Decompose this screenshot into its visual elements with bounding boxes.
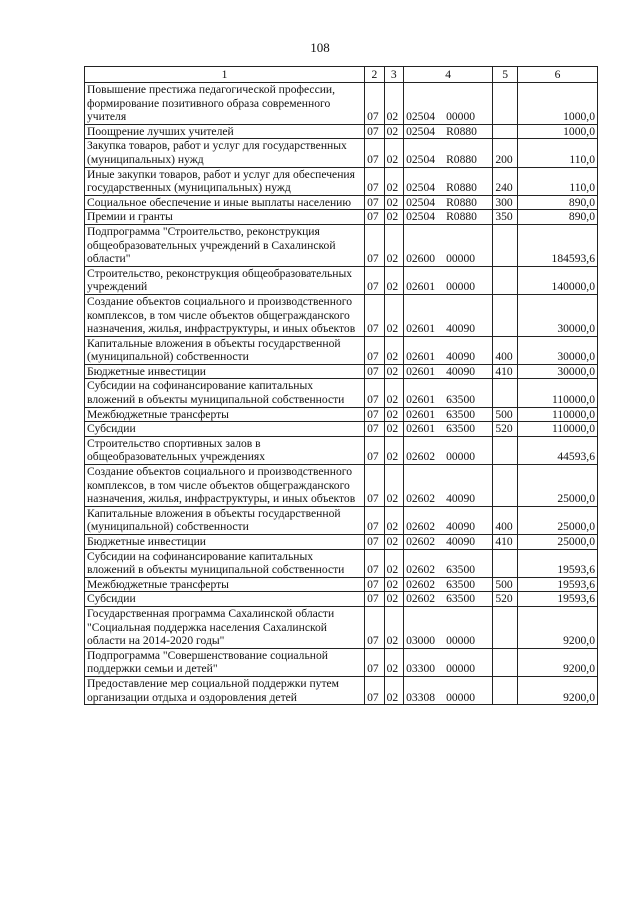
row-target-article: [404, 465, 493, 507]
header-col-4: 4: [404, 67, 493, 83]
row-target-article: [404, 83, 493, 125]
row-name: Иные закупки товаров, работ и услуг для обеспечения государственных (муниципальных) нужд: [85, 167, 365, 195]
target-article-program-code: 03000: [406, 634, 436, 648]
row-section-code: 07: [365, 422, 384, 437]
row-section-code: 07: [365, 139, 384, 167]
row-amount: 30000,0: [517, 336, 597, 364]
row-section-code: 07: [365, 336, 384, 364]
row-name: Субсидии: [85, 422, 365, 437]
row-name: Субсидии: [85, 592, 365, 607]
row-subsection-code: 02: [384, 124, 403, 139]
table-row: [85, 167, 598, 195]
row-amount: 1000,0: [517, 124, 597, 139]
row-expense-type: [493, 83, 518, 125]
target-article-direction-code: 63500: [446, 422, 476, 436]
row-section-code: 07: [365, 364, 384, 379]
table-row: [85, 224, 598, 266]
target-article-direction-code: R0880: [446, 181, 477, 195]
target-article-direction-code: R0880: [446, 152, 477, 166]
row-subsection-code: 02: [384, 407, 403, 422]
row-target-article: [404, 195, 493, 210]
row-section-code: 07: [365, 195, 384, 210]
table-row: [85, 266, 598, 294]
row-subsection-code: 02: [384, 294, 403, 336]
row-expense-type: [493, 676, 518, 704]
row-subsection-code: 02: [384, 139, 403, 167]
table-row: [85, 549, 598, 577]
row-target-article: [404, 336, 493, 364]
table-row: [85, 436, 598, 464]
row-amount: 184593,6: [517, 224, 597, 266]
target-article-direction-code: 40090: [446, 350, 476, 364]
row-target-article: [404, 139, 493, 167]
target-article-direction-code: 40090: [446, 322, 476, 336]
target-article-program-code: 02602: [406, 520, 436, 534]
row-amount: 25000,0: [517, 506, 597, 534]
row-name: Капитальные вложения в объекты государственной (муниципальной) собственности: [85, 336, 365, 364]
target-article-program-code: 02602: [406, 535, 436, 548]
target-article-program-code: 02601: [406, 407, 436, 421]
row-section-code: 07: [365, 379, 384, 407]
row-name: Строительство, реконструкция общеобразовательных учреждений: [85, 266, 365, 294]
table-row: [85, 592, 598, 607]
row-expense-type: [493, 549, 518, 577]
row-section-code: 07: [365, 83, 384, 125]
row-amount: 19593,6: [517, 577, 597, 592]
row-name: Поощрение лучших учителей: [85, 124, 365, 139]
target-article-program-code: 02602: [406, 563, 436, 577]
row-name: Бюджетные инвестиции: [85, 535, 365, 550]
table-row: [85, 422, 598, 437]
table-row: [85, 407, 598, 422]
target-article-direction-code: 00000: [446, 450, 476, 464]
row-target-article: [404, 210, 493, 225]
row-amount: 110,0: [517, 167, 597, 195]
target-article-program-code: 02504: [406, 124, 436, 138]
table-row: [85, 379, 598, 407]
row-section-code: 07: [365, 436, 384, 464]
row-subsection-code: 02: [384, 336, 403, 364]
row-amount: 30000,0: [517, 364, 597, 379]
row-name: Субсидии на софинансирование капитальных вложений в объекты муниципальной собственности: [85, 549, 365, 577]
row-name: Предоставление мер социальной поддержки путем организации отдыха и оздоровления детей: [85, 676, 365, 704]
target-article-program-code: 02601: [406, 422, 436, 436]
row-expense-type: 400: [493, 336, 518, 364]
row-name: Создание объектов социального и производственного комплексов, в том числе объектов общегражданского назначения, жилья, инфраструктуры, и иных объектов: [85, 294, 365, 336]
row-amount: 9200,0: [517, 676, 597, 704]
row-amount: 19593,6: [517, 549, 597, 577]
row-target-article: [404, 549, 493, 577]
row-amount: 890,0: [517, 210, 597, 225]
row-subsection-code: 02: [384, 224, 403, 266]
table-body: [85, 83, 598, 705]
row-section-code: 07: [365, 465, 384, 507]
row-subsection-code: 02: [384, 606, 403, 648]
target-article-direction-code: 00000: [446, 634, 476, 648]
target-article-program-code: 02601: [406, 350, 436, 364]
table-row: [85, 648, 598, 676]
target-article-program-code: 02601: [406, 322, 436, 336]
row-subsection-code: 02: [384, 266, 403, 294]
row-name: Создание объектов социального и производственного комплексов, в том числе объектов общегражданского назначения, жилья, инфраструктуры, и иных объектов: [85, 465, 365, 507]
row-target-article: [404, 407, 493, 422]
row-subsection-code: 02: [384, 648, 403, 676]
row-target-article: [404, 648, 493, 676]
row-name: Социальное обеспечение и иные выплаты населению: [85, 195, 365, 210]
row-expense-type: 400: [493, 506, 518, 534]
header-col-1: 1: [85, 67, 365, 83]
row-subsection-code: 02: [384, 364, 403, 379]
row-section-code: 07: [365, 577, 384, 592]
header-row: [85, 67, 598, 83]
row-name: Бюджетные инвестиции: [85, 364, 365, 379]
row-subsection-code: 02: [384, 379, 403, 407]
row-target-article: [404, 506, 493, 534]
table-row: [85, 294, 598, 336]
row-subsection-code: 02: [384, 592, 403, 607]
row-target-article: [404, 379, 493, 407]
header-col-5: 5: [493, 67, 518, 83]
table-row: [85, 139, 598, 167]
row-amount: 19593,6: [517, 592, 597, 607]
row-target-article: [404, 224, 493, 266]
row-expense-type: 500: [493, 407, 518, 422]
row-subsection-code: 02: [384, 549, 403, 577]
target-article-program-code: 02601: [406, 280, 436, 294]
target-article-program-code: 02602: [406, 450, 436, 464]
table-row: [85, 210, 598, 225]
row-amount: 140000,0: [517, 266, 597, 294]
row-expense-type: 240: [493, 167, 518, 195]
row-name: Подпрограмма "Строительство, реконструкция общеобразовательных учреждений в Сахалинской области": [85, 224, 365, 266]
table-row: [85, 676, 598, 704]
row-expense-type: 410: [493, 364, 518, 379]
row-name: Подпрограмма "Совершенствование социальной поддержки семьи и детей": [85, 648, 365, 676]
row-target-article: [404, 124, 493, 139]
target-article-program-code: 02602: [406, 577, 436, 591]
row-amount: 25000,0: [517, 465, 597, 507]
row-expense-type: 300: [493, 195, 518, 210]
row-name: Строительство спортивных залов в общеобразовательных учреждениях: [85, 436, 365, 464]
row-section-code: 07: [365, 210, 384, 225]
row-section-code: 07: [365, 676, 384, 704]
target-article-direction-code: 40090: [446, 492, 476, 506]
row-amount: 110000,0: [517, 422, 597, 437]
row-subsection-code: 02: [384, 465, 403, 507]
row-amount: 110,0: [517, 139, 597, 167]
row-amount: 30000,0: [517, 294, 597, 336]
row-section-code: 07: [365, 167, 384, 195]
row-subsection-code: 02: [384, 167, 403, 195]
row-subsection-code: 02: [384, 210, 403, 225]
row-expense-type: [493, 436, 518, 464]
row-section-code: 07: [365, 535, 384, 550]
row-subsection-code: 02: [384, 83, 403, 125]
table-row: [85, 83, 598, 125]
target-article-direction-code: 63500: [446, 577, 476, 591]
target-article-direction-code: 40090: [446, 535, 476, 548]
row-amount: 110000,0: [517, 407, 597, 422]
target-article-direction-code: 63500: [446, 407, 476, 421]
row-name: Межбюджетные трансферты: [85, 407, 365, 422]
header-col-2: 2: [365, 67, 384, 83]
target-article-program-code: 02504: [406, 195, 436, 209]
row-expense-type: 520: [493, 592, 518, 607]
row-section-code: 07: [365, 592, 384, 607]
row-expense-type: [493, 648, 518, 676]
table-row: [85, 577, 598, 592]
row-name: Межбюджетные трансферты: [85, 577, 365, 592]
target-article-program-code: 02602: [406, 492, 436, 506]
row-subsection-code: 02: [384, 577, 403, 592]
row-section-code: 07: [365, 648, 384, 676]
row-section-code: 07: [365, 294, 384, 336]
row-target-article: [404, 167, 493, 195]
target-article-direction-code: 40090: [446, 520, 476, 534]
row-amount: 9200,0: [517, 648, 597, 676]
table-row: [85, 506, 598, 534]
row-target-article: [404, 436, 493, 464]
target-article-direction-code: 00000: [446, 662, 476, 676]
row-section-code: 07: [365, 506, 384, 534]
row-section-code: 07: [365, 224, 384, 266]
row-name: Повышение престижа педагогической профессии, формирование позитивного образа современного учителя: [85, 83, 365, 125]
page-number: 108: [310, 40, 330, 55]
row-expense-type: 200: [493, 139, 518, 167]
target-article-program-code: 02504: [406, 210, 436, 224]
row-amount: 9200,0: [517, 606, 597, 648]
target-article-direction-code: 00000: [446, 252, 476, 266]
row-expense-type: 410: [493, 535, 518, 550]
row-expense-type: 350: [493, 210, 518, 225]
row-subsection-code: 02: [384, 436, 403, 464]
row-name: Премии и гранты: [85, 210, 365, 225]
table-row: [85, 336, 598, 364]
target-article-direction-code: 63500: [446, 563, 476, 577]
row-name: Закупка товаров, работ и услуг для государственных (муниципальных) нужд: [85, 139, 365, 167]
target-article-program-code: 02504: [406, 181, 436, 195]
target-article-direction-code: 63500: [446, 393, 476, 407]
row-subsection-code: 02: [384, 506, 403, 534]
row-section-code: 07: [365, 266, 384, 294]
row-expense-type: [493, 224, 518, 266]
row-target-article: [404, 592, 493, 607]
row-target-article: [404, 294, 493, 336]
row-section-code: 07: [365, 606, 384, 648]
row-target-article: [404, 676, 493, 704]
table-row: [85, 465, 598, 507]
row-target-article: [404, 535, 493, 550]
row-amount: 1000,0: [517, 83, 597, 125]
target-article-direction-code: R0880: [446, 124, 477, 138]
target-article-direction-code: 00000: [446, 110, 476, 124]
row-target-article: [404, 577, 493, 592]
row-section-code: 07: [365, 549, 384, 577]
target-article-program-code: 02504: [406, 110, 436, 124]
table-row: [85, 606, 598, 648]
row-expense-type: [493, 606, 518, 648]
target-article-direction-code: 00000: [446, 690, 476, 704]
row-expense-type: [493, 124, 518, 139]
row-name: Субсидии на софинансирование капитальных вложений в объекты муниципальной собственности: [85, 379, 365, 407]
header-col-3: 3: [384, 67, 403, 83]
row-name: Капитальные вложения в объекты государственной (муниципальной) собственности: [85, 506, 365, 534]
row-amount: 890,0: [517, 195, 597, 210]
table-row: [85, 364, 598, 379]
target-article-direction-code: 63500: [446, 592, 476, 606]
table-row: [85, 195, 598, 210]
row-expense-type: 500: [493, 577, 518, 592]
target-article-direction-code: 40090: [446, 364, 476, 378]
row-name: Государственная программа Сахалинской области "Социальная поддержка населения Сахалинской области на 2014-2020 годы": [85, 606, 365, 648]
header-col-6: 6: [517, 67, 597, 83]
row-amount: 110000,0: [517, 379, 597, 407]
row-target-article: [404, 364, 493, 379]
row-subsection-code: 02: [384, 195, 403, 210]
row-target-article: [404, 266, 493, 294]
target-article-direction-code: 00000: [446, 280, 476, 294]
row-subsection-code: 02: [384, 676, 403, 704]
target-article-program-code: 02602: [406, 592, 436, 606]
row-amount: 44593,6: [517, 436, 597, 464]
row-expense-type: [493, 294, 518, 336]
budget-table: [84, 66, 598, 705]
target-article-program-code: 02504: [406, 152, 436, 166]
target-article-program-code: 02601: [406, 393, 436, 407]
target-article-program-code: 03300: [406, 662, 436, 676]
target-article-program-code: 02601: [406, 364, 436, 378]
row-subsection-code: 02: [384, 422, 403, 437]
row-section-code: 07: [365, 124, 384, 139]
target-article-direction-code: R0880: [446, 195, 477, 209]
row-expense-type: [493, 465, 518, 507]
row-amount: 25000,0: [517, 535, 597, 550]
row-section-code: 07: [365, 407, 384, 422]
row-expense-type: [493, 379, 518, 407]
row-target-article: [404, 606, 493, 648]
row-expense-type: 520: [493, 422, 518, 437]
table-row: [85, 124, 598, 139]
target-article-program-code: 02600: [406, 252, 436, 266]
row-expense-type: [493, 266, 518, 294]
row-subsection-code: 02: [384, 535, 403, 550]
row-target-article: [404, 422, 493, 437]
target-article-program-code: 03308: [406, 690, 436, 704]
table-row: [85, 535, 598, 550]
target-article-direction-code: R0880: [446, 210, 477, 224]
